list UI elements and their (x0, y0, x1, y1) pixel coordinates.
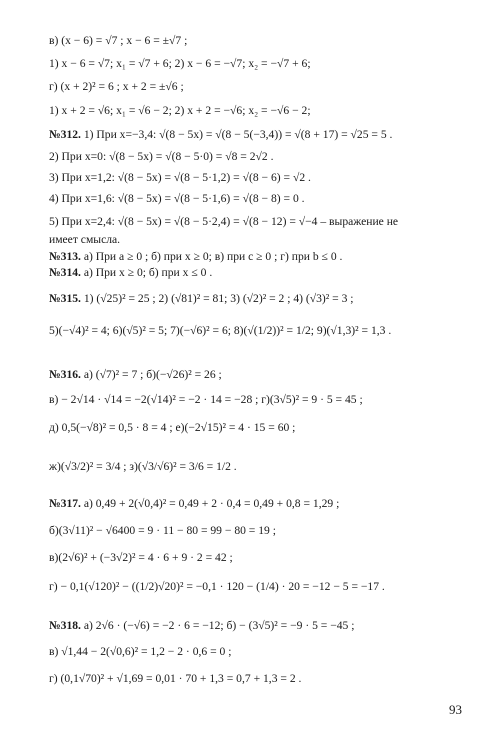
problem-316-line-3: д) 0,5(−√8)² = 0,5 · 8 = 4 ; е)(−2√15)² = 4 · 15 = 60 ; (49, 421, 296, 434)
problem-316-line-4: ж)(√3/2)² = 3/4 ; з)(√3/√6)² = 3/6 = 1/2 . (49, 460, 237, 473)
problem-318-line-1: №318. а) 2√6 · (−√6) = −2 · 6 = −12; б) − (3√5)² = −9 · 5 = −45 ; (49, 619, 355, 632)
problem-314: №314. а) При x ≥ 0; б) при x ≤ 0 . (49, 266, 213, 279)
problem-312-line-1: №312. 1) При x=−3,4: √(8 − 5x) = √(8 − 5(−3,4)) = √(8 + 17) = √25 = 5 . (49, 128, 393, 141)
problem-number: №312. (49, 128, 81, 141)
problem-number: №318. (49, 619, 81, 632)
problem-312-line-5: 5) При x=2,4: √(8 − 5x) = √(8 − 5·2,4) = √(8 − 12) = √−4 – выражение не (49, 215, 399, 228)
problem-312-line-4: 4) При x=1,6: √(8 − 5x) = √(8 − 5·1,6) = √(8 − 8) = 0 . (49, 192, 305, 205)
problem-number: №317. (49, 497, 81, 510)
problem-number: №316. (49, 368, 81, 381)
text-line-1: в) (x − 6) = √7 ; x − 6 = ±√7 ; (49, 34, 188, 47)
problem-315-line-1: №315. 1) (√25)² = 25 ; 2) (√81)² = 81; 3) (√2)² = 2 ; 4) (√3)² = 3 ; (49, 292, 354, 305)
problem-317-line-4: г) − 0,1(√120)² − ((1/2)√20)² = −0,1 · 120 − (1/4) · 20 = −12 − 5 = −17 . (49, 580, 385, 593)
problem-number: №315. (49, 292, 81, 305)
problem-317-line-3: в)(2√6)² + (−3√2)² = 4 · 6 + 9 · 2 = 42 ; (49, 551, 233, 564)
problem-317-line-2: б)(3√11)² − √6400 = 9 · 11 − 80 = 99 − 80 = 19 ; (49, 524, 276, 537)
problem-number: №313. (49, 250, 81, 263)
problem-318-line-2: в) √1,44 − 2(√0,6)² = 1,2 − 2 · 0,6 = 0 ; (49, 645, 232, 658)
text-line-4: 1) x + 2 = √6; x₁ = √6 − 2; 2) x + 2 = −√6; x₂ = −√6 − 2; (49, 104, 311, 117)
problem-318-line-3: г) (0,1√70)² + √1,69 = 0,01 · 70 + 1,3 = 0,7 + 1,3 = 2 . (49, 672, 302, 685)
problem-312-line-3: 3) При x=1,2: √(8 − 5x) = √(8 − 5·1,2) = √(8 − 6) = √2 . (49, 171, 311, 184)
problem-number: №314. (49, 266, 81, 279)
problem-316-line-1: №316. а) (√7)² = 7 ; б)(−√26)² = 26 ; (49, 368, 222, 381)
problem-317-line-1: №317. а) 0,49 + 2(√0,4)² = 0,49 + 2 · 0,4 = 0,49 + 0,8 = 1,29 ; (49, 497, 340, 510)
text-line-2: 1) x − 6 = √7; x₁ = √7 + 6; 2) x − 6 = −√7; x₂ = −√7 + 6; (49, 57, 311, 70)
problem-313: №313. а) При a ≥ 0 ; б) при x ≥ 0; в) при c ≥ 0 ; г) при b ≤ 0 . (49, 250, 343, 263)
problem-316-line-2: в) − 2√14 · √14 = −2(√14)² = −2 · 14 = −28 ; г)(3√5)² = 9 · 5 = 45 ; (49, 393, 363, 406)
problem-312-line-6: имеет смысла. (49, 233, 121, 246)
problem-315-line-2: 5)(−√4)² = 4; 6)(√5)² = 5; 7)(−√6)² = 6; 8)(√(1/2))² = 1/2; 9)(√1,3)² = 1,3 . (49, 324, 392, 337)
problem-312-line-2: 2) При x=0: √(8 − 5x) = √(8 − 5·0) = √8 = 2√2 . (49, 150, 274, 163)
text-line-3: г) (x + 2)² = 6 ; x + 2 = ±√6 ; (49, 80, 184, 93)
page-number: 93 (449, 702, 462, 717)
